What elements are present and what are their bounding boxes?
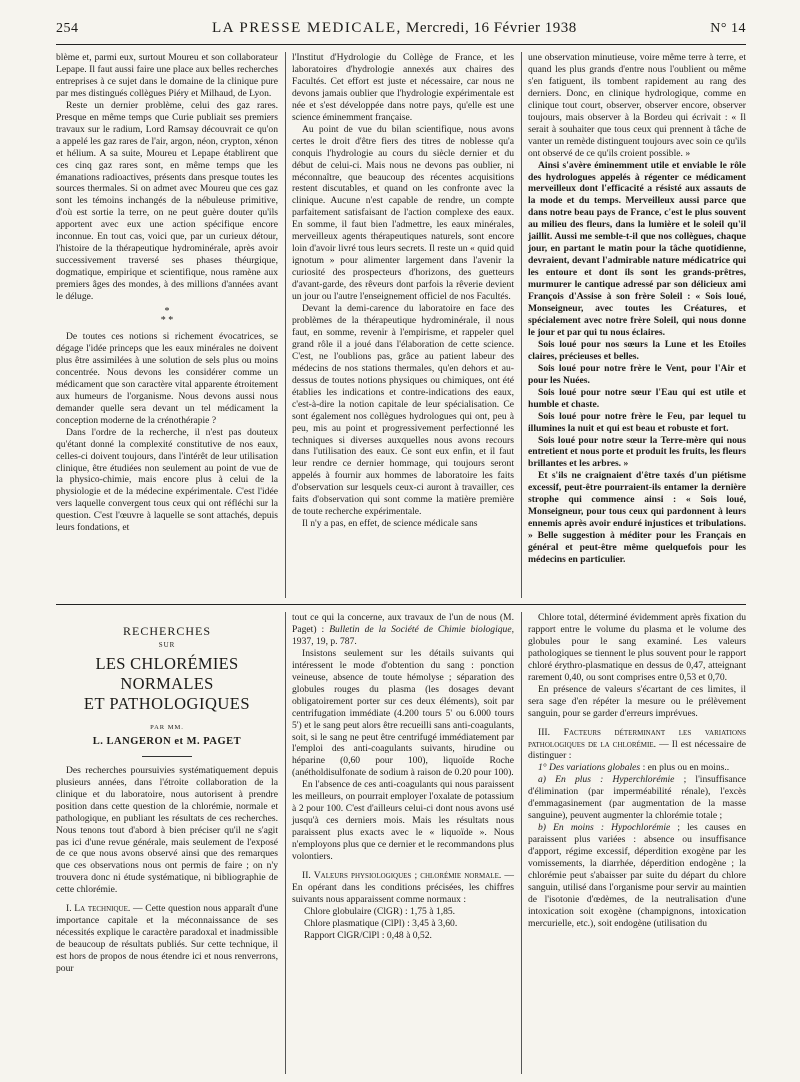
paragraph: l'Institut d'Hydrologie du Collège de France, et les laboratoires d'hydrologie annexés aux chaires des Facultés. Cet effort est juste et nécessaire, car nous ne devons jamais oublier que l'hydrologie expérimentale est née et s'est développée dans notre pays, qu'elle est une science éminemment française. [292,52,514,123]
section-text: — Cette question nous apparaît d'une importance capitale et la méconnaissance de ses nécessités explique le caractère paradoxal et inadmissible de beaucoup de résultats publiés. Sur cette technique, il est hors de propos de nous étendre ici et nous renverrons, pour [56,903,278,975]
title-separator [142,756,192,757]
header-rule [56,44,746,45]
subsection-text: ; les causes en paraissent plus variées : absence ou insuffisance d'apport, régime excessif, déperdition exogène par les vomissements, la diarrhée, déperdition endogène ; la chlorémie peut s'abaisser par suite du départ du chlore sanguin, utilisé dans l'organisme pour servir au maintien de l'isotonie d'œdèmes, de la neutralisation d'une intoxication soit exogène (champignons, intoxication mercurielle, etc.), soit endogène (utilisation du [528,822,747,929]
article-authors: L. LANGERON et M. PAGET [92,735,242,747]
paragraph: Sois loué pour notre sœur l'Eau qui est utile et humble et chaste. [528,386,746,410]
value-line: Rapport ClGR/ClPl : 0,48 à 0,52. [304,929,432,941]
subsection-text: ; l'insuffisance d'élimination (par imperméabilité rénale), l'excès d'emmagasinement (par augmentation de la masse sanguine), peuvent augmenter la chlorémie totale ; [528,774,746,822]
paragraph: Sois loué pour notre frère le Vent, pour l'Air et pour les Nuées. [528,362,746,386]
paragraph: Des recherches poursuivies systématiquement depuis plusieurs années, dans l'étroite collaboration de la clinique et du laboratoire, nous autorisent à prendre position dans cette question de la chlorémie, normale et pathologique, en publiant les résultats de ces recherches. Nous tenons tout d'abord à bien préciser qu'il ne s'agit pas ici d'une revue générale, mais seulement de l'exposé de ce que nous avons observé ainsi que des remarques que ces observations nous ont permis de faire ; on n'y trouvera donc ni étude systématique, ni bibliographie de cette chlorémie. [56,764,278,896]
section-label: II. Valeurs physiologiques ; chlorémie normale. [302,870,502,882]
paragraph: En présence de valeurs s'écartant de ces limites, il sera sage d'en répéter la mesure ou le prélèvement sanguin, pour se garder d'erreurs imprévues. [528,683,746,719]
issue-date: Mercredi, 16 Février 1938 [406,20,577,36]
section-label: I. La technique. [66,903,131,915]
section-label: III. Facteurs déterminant les variations pathologiques de la chlorémie. [528,726,746,750]
subsection-paragraph [528,774,746,822]
column-divider [521,612,522,1074]
section-paragraph [56,903,278,975]
paragraph: Dans l'ordre de la recherche, il n'est pas douteux qu'étant donné la complexité constitutive de nos eaux, celles-ci doivent toujours, dans l'intérêt de leur utilisation clinique, être étudiées non seulement au point de vue de la physico-chimie, mais encore plus à celui de la physiologie et de la médecine expérimentale. C'est l'idée vers laquelle convergent tous ceux qui ont réfléchi sur la question. C'est l'œuvre à laquelle se sont attachés, depuis leurs fondations, et [56,426,278,534]
journal-name: LA PRESSE MEDICALE, [211,20,402,36]
article-column-2 [292,612,514,942]
paragraph: Ainsi s'avère éminemment utile et enviable le rôle des hydrologues appelés à régenter ce médicament merveilleux dont l'efficacité a résisté aux assauts de la mode et du temps. Merveilleux aussi parce que dans notre beau pays de France, c'est le plus souvent au milieu des fleurs, dans la lumière et le soleil qu'il jaillit. Aussi me semble-t-il que nos collègues, chaque jour, en partant le matin pour la tâche quotidienne, devraient, devant l'admirable nature médicatrice qui les entoure et dont ils sont les grands-prêtres, murmurer le cantique adressé par son délicieux ami François d'Assise à son frère Soleil : « Sois loué, Monseigneur, avec toutes les Créatures, et spécialement avec notre frère Soleil, qui nous donne le jour et par qui tu nous éclaires. [528,159,746,338]
paragraph: De toutes ces notions si richement évocatrices, se dégage l'idée princeps que les eaux minérales ne doivent plus être assimilées à une solution de sels plus ou moins concentrée. Nous devons les considérer comme un médicament que son caractère vital apparente étroitement aux humeurs de l'organisme. Nous devons aussi nous demander quelle sera devant un tel médicament la conception moderne de la crénothérapie ? [56,331,278,426]
subsection-label: 1° Des variations globales [538,762,641,774]
paragraph: Chlore total, déterminé évidemment après fixation du rapport entre le volume du plasma et le volume des globules pour le sang examiné. Les valeurs pathologiques se tiennent le plus souvent pour le rapport chloré érythro-plasmatique en dessus de 0,47, atteignant rarement 0,40, ou sont comprises entre 0,53 et 0,70. [528,612,746,683]
page-header [56,20,746,42]
paragraph: Sois loué pour notre sœur la Terre-mère qui nous entretient et nous porte et produit les fruits, les fleurs brillantes et les arbres. » [528,434,746,470]
section-text: — En opérant dans les conditions précisées, les chiffres suivants nous apparaissent comme normaux : [292,870,514,905]
paragraph: Et s'ils ne craignaient d'être taxés d'un piétisme excessif, peut-être pourraient-ils entamer la dernière strophe qui commence ainsi : « Sois loué, Monseigneur, pour tous ceux qui pardonnent à leurs ennemis après avoir enduré injustices et tribulations. » Belle suggestion à méditer pour les Français en général et peut-être même quelquefois pour les médecins en particulier. [528,470,746,566]
section-text: — Il est nécessaire de distinguer : [528,738,747,762]
top-column-2 [292,52,514,530]
paragraph: Sois loué pour notre frère le Feu, par lequel tu illumines la nuit et qui est beau et robuste et fort. [528,410,746,434]
paragraph: Au point de vue du bilan scientifique, nous avons certes le droit d'être fiers des titres de noblesse qu'a conquis l'hydrologie au cours du siècle dernier et du début de celui-ci. Mais nous ne devons pas oublier, ni méconnaître, que beaucoup des récentes acquisitions restent discutables, et quand on les confronte avec la clinique. Aucune n'est capable de rendre, un compte parfaitement satisfaisant de l'action complexe des eaux. En somme, il faut bien l'admettre, les eaux minérales, merveilleux agents thérapeutiques naturels, sont encore loin d'avoir livré tous leurs secrets. Il reste un « quid quid ignotum » pour alimenter largement dans l'avenir la curiosité des prospecteurs d'horizons, des guetteurs d'avant-garde, des rêveurs dont parfois la rêverie devient un jour ou l'autre l'enseignement officiel de nos Facultés. [292,123,514,303]
paragraph: Devant la demi-carence du laboratoire en face des problèmes de la thérapeutique hydrominérale, il nous faut, en somme, revenir à l'empirisme, et rappeler quel grand rôle il a joué dans l'élaboration de cette science. C'est, ne l'oublions pas, grâce au patient labeur des médecins de nos stations thermales, qu'en dehors et au-dessus de toutes notions physiques ou chimiques, ont été établies les indications et contre-indications des eaux, c'est-à-dire la notion capitale de leur spécialisation. Ce sont également nos collègues hydrologues qui ont, peu à peu, mis au point et progressivement perfectionné les techniques si diverses auxquelles nous avons recours dans l'utilisation des eaux. Ce sont eux enfin, et il faut leur rendre ce dernier hommage, qui toujours seront appelés à fournir aux hommes de laboratoire les faits d'observation sur lesquels ceux-ci auront à travailler, ces faits d'observation qui sont comme la matière première de toute recherche expérimentale. [292,303,514,518]
paragraph: Il n'y a pas, en effet, de science médicale sans [302,518,478,530]
journal-masthead [212,20,577,37]
reference-details: 1937, 19, p. 787. [292,635,357,647]
page-number: 254 [56,21,79,36]
subsection-paragraph [528,822,746,930]
paragraph: blème et, parmi eux, surtout Moureu et son collaborateur Lepape. Il faut aussi faire une place aux belles recherches entreprises à ce sujet dans le domaine de la clinique pure par mes distingués collègues Piéry et Milhaud, de Lyon. [56,52,278,99]
paragraph: une observation minutieuse, voire même terre à terre, et quand les plus grands d'entre nous l'oublient ou même s'en fatiguent, ils tombent rapidement au rang des derniers. Donc, en clinique hydrologique, comme en clinique tout court, observer, observer encore, observer toujours, mais observer à la Bordeu qui écrivait : « Il serait à souhaiter que tous ceux qui prennent à tâche de vanter un remède distinguent toujours avec soin ce qu'ils ont observé de ce qu'ils croient possible. » [528,52,746,159]
subsection-label: a) En plus : Hyperchlorémie [538,774,675,786]
article-byline-par: PAR MM. [150,723,184,731]
paragraph: Insistons seulement sur les détails suivants qui intéressent le mode d'obtention du sang : ponction veineuse, absence de toute hémolyse ; séparation des globules rouges du plasma (les dosages devant obligatoirement porter sur ces deux éléments), soit par centrifugation immédiate (4.200 tours 5' ou 6.000 tours 5') et le sang peut alors être recueilli sans anti-coagulants, soit, si le sang ne peut être centrifugé immédiatement par l'emploi des anti-coagulants suivants, hirudine ou héparine (0,60 pour 100), liquoïde Roche (anétholdisulfonate de sodium à raison de 0.20 pour 100). [292,647,514,779]
article-title-line-1: LES CHLORÉMIES NORMALES [95,653,239,693]
top-column-3 [528,52,746,566]
paragraph: En l'absence de ces anti-coagulants qui nous paraissent les meilleurs, on pourrait employer l'oxalate de potassium à 2 pour 100. C'est d'ailleurs celui-ci dont nous avons usé jusqu'à ces derniers mois. Mais les résultats nous paraissent plus exacts avec le « liquoïde ». Nous n'employons plus que ce dernier et le recommandons plus volontiers. [292,779,514,863]
article-kicker-sur: SUR [158,640,176,649]
article-column-1 [56,610,278,975]
value-line: Chlore globulaire (ClGR) : 1,75 à 1,85. [304,905,456,917]
subsection-label: b) En moins : Hypochlorémie [538,822,671,834]
bulletin-reference: Bulletin de la Société de Chimie biologique, [329,623,514,635]
top-column-1 [56,52,278,534]
article-title-block [56,626,278,757]
column-divider [521,52,522,598]
section-rule [56,604,746,605]
paragraph: Reste un dernier problème, celui des gaz rares. Presque en même temps que Curie publiait ses premiers travaux sur le radium, Lord Ramsay découvrait ce qu'on a appelé les gaz rares de l'air, argon, néon, crypton, xénon et hélium. A sa suite, Moureu et Lepape établirent que ces cinq gaz rares sont, en même temps que les émanations radioactives, présents dans presque toutes les sources thermales. Si on admet avec Moureu que ces gaz sont les témoins inchangés de la nébuleuse primitive, d'où est sortie la terre, on ne peut guère douter qu'ils apportent avec eux une action spécifique encore inconnue. En tout cas, voici que, par un curieux détour, l'histoire de la thérapeutique hydrominérale, après avoir successivement traversé ses phases théurgique, dogmatique, empirique et scientifique, nous ramène aux premiers âges des mondes, à des millions d'années avant le déluge. [56,99,278,303]
section-paragraph [292,870,514,906]
subsection-text: : en plus ou en moins.. [640,762,730,774]
article-kicker: RECHERCHES [122,624,211,638]
section-asterism: * * * [160,306,174,327]
section-paragraph [528,727,746,763]
issue-number: N° 14 [710,21,746,36]
article-title-line-2: ET PATHOLOGIQUES [83,693,251,713]
subsection-paragraph [528,762,746,774]
paragraph [292,612,514,648]
column-divider [285,612,286,1074]
paragraph: Sois loué pour nos sœurs la Lune et les Etoiles claires, précieuses et belles. [528,338,746,362]
article-column-3 [528,612,746,930]
value-line: Chlore plasmatique (ClPl) : 3,45 à 3,60. [304,917,458,929]
column-divider [285,52,286,598]
intro-text: tout ce qui la concerne, aux travaux de l'un de nous (M. Paget) : [292,612,514,635]
